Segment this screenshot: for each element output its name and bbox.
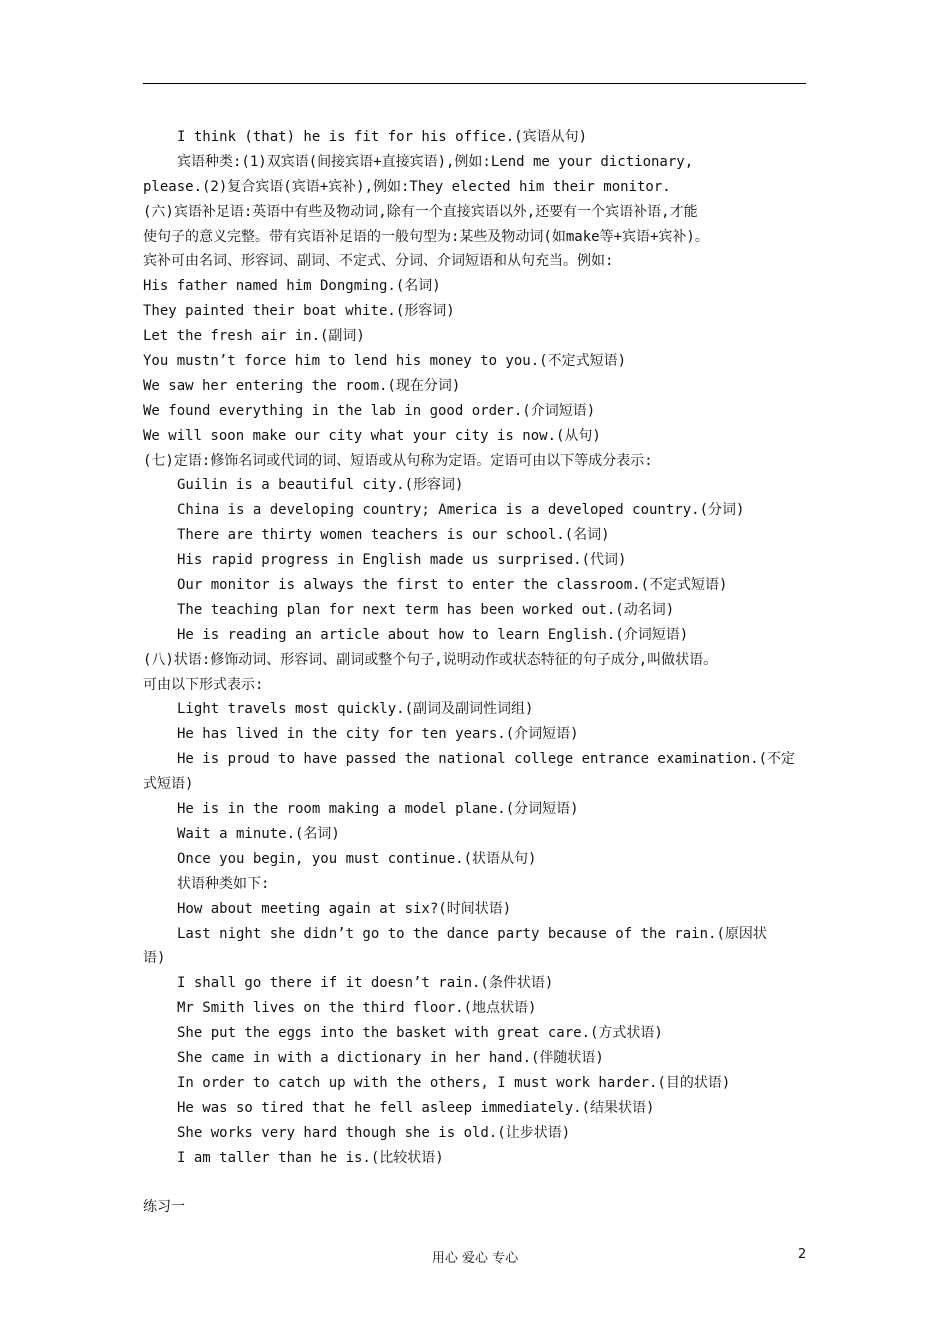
example-sentence: He has lived in the city for ten years.(介词短语) (177, 726, 579, 743)
example-sentence: How about meeting again at six?(时间状语) (177, 900, 512, 917)
example-sentence: Our monitor is always the first to enter the classroom.(不定式短语) (177, 577, 728, 594)
spacer (143, 1170, 815, 1195)
page-number: 2 (798, 1247, 807, 1262)
text-line: 宾补可由名词、形容词、副词、不定式、分词、介词短语和从句充当。例如: (143, 253, 614, 270)
example-sentence: Light travels most quickly.(副词及副词性词组) (177, 701, 534, 718)
example-sentence: I shall go there if it doesn’t rain.(条件状语) (177, 975, 554, 992)
example-sentence: You mustn’t force him to lend his money to you.(不定式短语) (143, 353, 627, 370)
text-line: 可由以下形式表示: (143, 676, 264, 693)
example-sentence: He is reading an article about how to learn English.(介词短语) (177, 626, 689, 643)
example-sentence: She came in with a dictionary in her hand.(伴随状语) (177, 1049, 604, 1066)
text-line: 使句子的意义完整。带有宾语补足语的一般句型为:某些及物动词(如make等+宾语+宾补)。 (143, 228, 709, 245)
example-sentence: She works very hard though she is old.(让步状语) (177, 1124, 571, 1141)
example-sentence-continued: 语) (143, 950, 166, 967)
example-sentence: He is proud to have passed the national college entrance examination.(不定 (177, 751, 796, 768)
example-sentence: He was so tired that he fell asleep immediately.(结果状语) (177, 1099, 655, 1116)
example-sentence: In order to catch up with the others, I must work harder.(目的状语) (177, 1074, 731, 1091)
example-sentence-continued: 式短语) (143, 776, 194, 793)
exercise-heading: 练习一 (143, 1199, 185, 1216)
example-sentence: They painted their boat white.(形容词) (143, 303, 455, 320)
example-sentence: Once you begin, you must continue.(状语从句) (177, 850, 537, 867)
footer-motto: 用心 爱心 专心 (431, 1251, 519, 1266)
section-heading-7: (七)定语:修饰名词或代词的词、短语或从句称为定语。定语可由以下等成分表示: (143, 452, 653, 469)
header-rule (143, 83, 806, 84)
example-sentence: Guilin is a beautiful city.(形容词) (177, 477, 464, 494)
section-heading-8: (八)状语:修饰动词、形容词、副词或整个句子,说明动作或状态特征的句子成分,叫做状语。 (143, 651, 718, 668)
example-sentence: His father named him Dongming.(名词) (143, 278, 441, 295)
example-sentence: Mr Smith lives on the third floor.(地点状语) (177, 1000, 537, 1017)
text-line: please.(2)复合宾语(宾语+宾补),例如:They elected him their monitor. (143, 178, 671, 195)
example-sentence: Last night she didn’t go to the dance party because of the rain.(原因状 (177, 925, 767, 942)
example-sentence: There are thirty women teachers is our school.(名词) (177, 527, 610, 544)
text-line: 宾语种类:(1)双宾语(间接宾语+直接宾语),例如:Lend me your dictionary, (177, 153, 694, 170)
example-sentence: The teaching plan for next term has been worked out.(动名词) (177, 601, 675, 618)
example-sentence: Wait a minute.(名词) (177, 825, 340, 842)
example-sentence: China is a developing country; America is a developed country.(分词) (177, 502, 745, 519)
text-line: I think (that) he is fit for his office.(宾语从句) (177, 129, 588, 145)
example-sentence: I am taller than he is.(比较状语) (177, 1149, 444, 1166)
example-sentence: Let the fresh air in.(副词) (143, 328, 365, 345)
example-sentence: He is in the room making a model plane.(分词短语) (177, 801, 579, 818)
example-sentence: We found everything in the lab in good order.(介词短语) (143, 402, 596, 419)
page-footer (0, 1247, 950, 1267)
example-sentence: We saw her entering the room.(现在分词) (143, 377, 461, 394)
section-heading-6: (六)宾语补足语:英语中有些及物动词,除有一个直接宾语以外,还要有一个宾语补语,才能 (143, 203, 698, 220)
text-line: 状语种类如下: (177, 875, 270, 892)
page-body (143, 125, 815, 1220)
example-sentence: She put the eggs into the basket with great care.(方式状语) (177, 1025, 663, 1042)
example-sentence: We will soon make our city what your city is now.(从句) (143, 427, 601, 444)
example-sentence: His rapid progress in English made us surprised.(代词) (177, 552, 627, 569)
